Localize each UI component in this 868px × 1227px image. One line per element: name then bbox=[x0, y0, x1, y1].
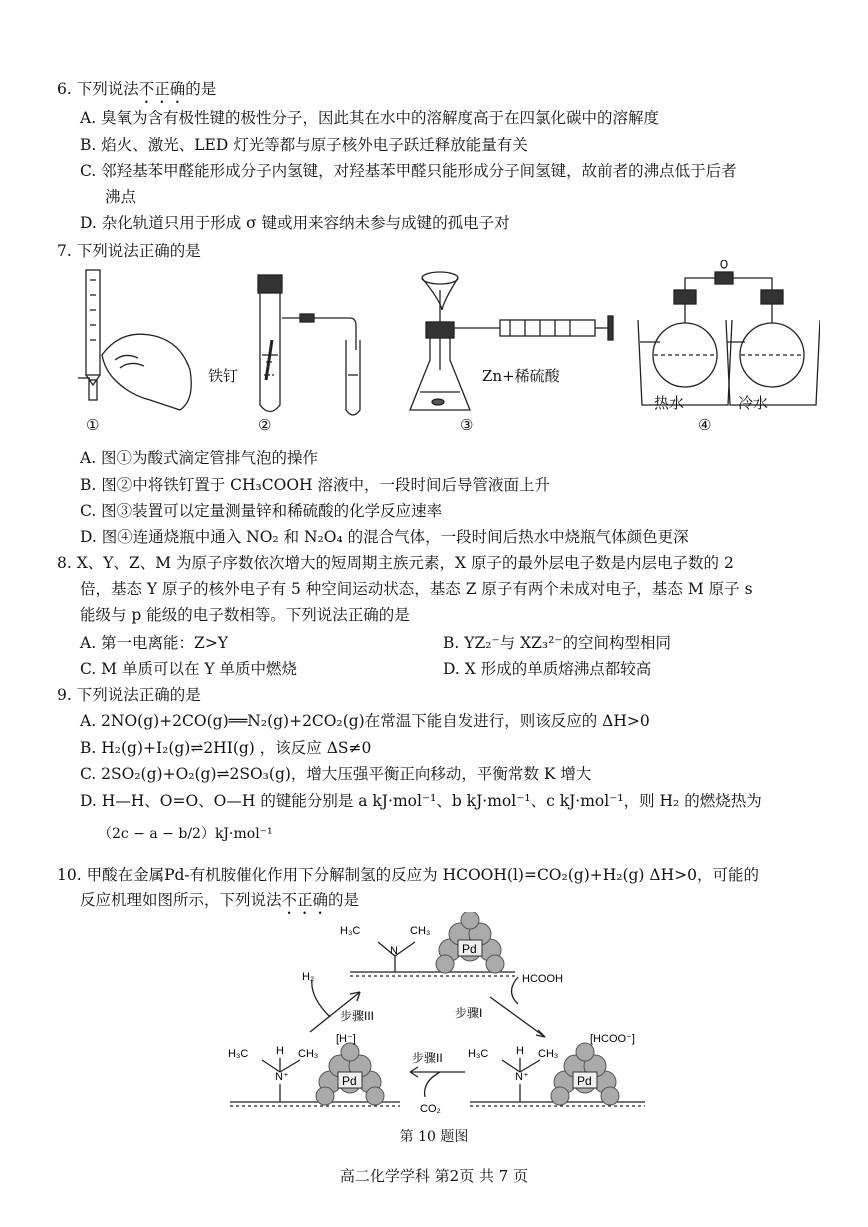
q10-mechanism-figure bbox=[200, 912, 670, 1127]
fig-number-3: ③ bbox=[460, 416, 474, 434]
top-h3c: H₃C bbox=[340, 925, 361, 937]
two-flasks-figure bbox=[638, 260, 820, 405]
q10-stem-pre: 反应机理如图所示，下列说法 bbox=[80, 891, 282, 909]
q8-option-c: C. M 单质可以在 Y 单质中燃烧 bbox=[80, 660, 298, 678]
top-n: N bbox=[390, 945, 398, 957]
burette-figure bbox=[78, 270, 191, 410]
step2-label: 步骤II bbox=[412, 1051, 443, 1065]
pd-label-top: Pd bbox=[462, 942, 477, 956]
hcooh-label: HCOOH bbox=[522, 973, 563, 985]
fig-number-4: ④ bbox=[698, 416, 712, 434]
fig-number-1: ① bbox=[86, 416, 100, 434]
pd-label-right: Pd bbox=[577, 1074, 592, 1088]
q9-option-a: A. 2NO(g)+2CO(g)══N₂(g)+2CO₂(g)在常温下能自发进行，则该反应的 ΔH>0 bbox=[80, 712, 650, 730]
q8-option-b: B. YZ₂⁻与 XZ₃²⁻的空间构型相同 bbox=[443, 634, 671, 652]
fig-label-hot-water: 热水 bbox=[654, 394, 685, 412]
h2-out-arrow bbox=[312, 980, 330, 1017]
q10-stem-emphasis: 不正确 bbox=[281, 891, 329, 909]
q6-stem bbox=[57, 78, 216, 107]
q10-stem-1: 10. 甲酸在金属Pd-有机胺催化作用下分解制氢的反应为 HCOOH(l)=CO₂(g)+H₂(g) ΔH>0，可能的 bbox=[57, 866, 759, 884]
step3-label: 步骤III bbox=[340, 1009, 375, 1023]
q9-option-b: B. H₂(g)+I₂(g)⇌2HI(g) ，该反应 ΔS≠0 bbox=[80, 739, 372, 757]
q6-stem-emphasis: 不正确 bbox=[138, 80, 186, 98]
q6-stem-post: 的是 bbox=[185, 80, 217, 98]
fig-label-zn-acid: Zn+稀硫酸 bbox=[482, 367, 560, 385]
right-hcoo: [HCOO⁻] bbox=[590, 1033, 635, 1045]
q7-option-b: B. 图②中将铁钉置于 CH₃COOH 溶液中，一段时间后导管液面上升 bbox=[80, 476, 550, 494]
q7-stem: 7. 下列说法正确的是 bbox=[57, 242, 201, 260]
left-ch3: CH₃ bbox=[298, 1048, 319, 1060]
right-nplus: N⁺ bbox=[515, 1071, 529, 1083]
left-hminus: [H⁻] bbox=[336, 1033, 356, 1045]
q9-option-c: C. 2SO₂(g)+O₂(g)⇌2SO₃(g)，增大压强平衡正向移动，平衡常数 K 增大 bbox=[80, 765, 592, 783]
left-nplus: N⁺ bbox=[275, 1071, 289, 1083]
q7-option-a: A. 图①为酸式滴定管排气泡的操作 bbox=[80, 449, 319, 467]
hcooh-in-arrow bbox=[512, 977, 519, 1004]
q6-option-c-cont: 沸点 bbox=[105, 188, 137, 206]
q9-option-d: D. H—H、O=O、O—H 的键能分别是 a kJ·mol⁻¹、b kJ·mol⁻¹、c kJ·mol⁻¹，则 H₂ 的燃烧热为 bbox=[80, 792, 762, 810]
q6-option-c: C. 邻羟基苯甲醛能形成分子内氢键，对羟基苯甲醛只能形成分子间氢键，故前者的沸点低于后者 bbox=[80, 162, 737, 180]
q8-stem-2: 倍，基态 Y 原子的核外电子有 5 种空间运动状态，基态 Z 原子有两个未成对电子，基态 M 原子 s bbox=[80, 580, 753, 598]
top-ch3: CH₃ bbox=[410, 925, 431, 937]
figure-caption: 第 10 题图 bbox=[399, 1129, 469, 1145]
q8-option-d: D. X 形成的单质熔沸点都较高 bbox=[443, 660, 652, 678]
q7-option-c: C. 图③装置可以定量测量锌和稀硫酸的化学反应速率 bbox=[80, 502, 443, 520]
q6-stem-pre: 6. 下列说法 bbox=[57, 80, 139, 98]
q10-stem-post: 的是 bbox=[328, 891, 360, 909]
fig-label-cold-water: 冷水 bbox=[738, 394, 769, 412]
page-footer: 高二化学学科 第2页 共 7 页 bbox=[339, 1167, 529, 1185]
left-h: H bbox=[276, 1045, 284, 1057]
q8-stem-1: 8. X、Y、Z、M 为原子序数依次增大的短周期主族元素，X 原子的最外层电子数是内层电子数的 2 bbox=[57, 554, 734, 572]
q7-option-d: D. 图④连通烧瓶中通入 NO₂ 和 N₂O₄ 的混合气体，一段时间后热水中烧瓶气体颜色更深 bbox=[80, 528, 689, 546]
h2-label: H₂ bbox=[302, 971, 315, 983]
co2-out-arrow bbox=[425, 1072, 440, 1097]
step1-label: 步骤I bbox=[455, 1006, 483, 1020]
co2-label: CO₂ bbox=[420, 1103, 441, 1115]
q6-option-a: A. 臭氧为含有极性键的极性分子，因此其在水中的溶解度高于在四氯化碳中的溶解度 bbox=[80, 109, 660, 127]
q9-stem: 9. 下列说法正确的是 bbox=[57, 686, 201, 704]
pd-label-left: Pd bbox=[342, 1074, 357, 1088]
right-h: H bbox=[516, 1045, 524, 1057]
q8-option-a: A. 第一电离能：Z>Y bbox=[80, 634, 229, 652]
q8-stem-3: 能级与 p 能级的电子数相等。下列说法正确的是 bbox=[80, 606, 410, 624]
fig-number-2: ② bbox=[258, 416, 272, 434]
q6-option-b: B. 焰火、激光、LED 灯光等都与原子核外电子跃迁释放能量有关 bbox=[80, 136, 528, 154]
q6-option-d: D. 杂化轨道只用于形成 σ 键或用来容纳未参与成键的孤电子对 bbox=[80, 214, 510, 232]
fig-label-iron-nail: 铁钉 bbox=[208, 367, 239, 385]
left-h3c: H₃C bbox=[228, 1048, 249, 1060]
flask-syringe-figure bbox=[410, 272, 613, 410]
q9-option-d-formula: （2c − a − b/2）kJ·mol⁻¹ bbox=[98, 826, 273, 842]
right-h3c: H₃C bbox=[468, 1048, 489, 1060]
iron-nail-figure bbox=[258, 275, 360, 415]
right-ch3: CH₃ bbox=[538, 1048, 559, 1060]
